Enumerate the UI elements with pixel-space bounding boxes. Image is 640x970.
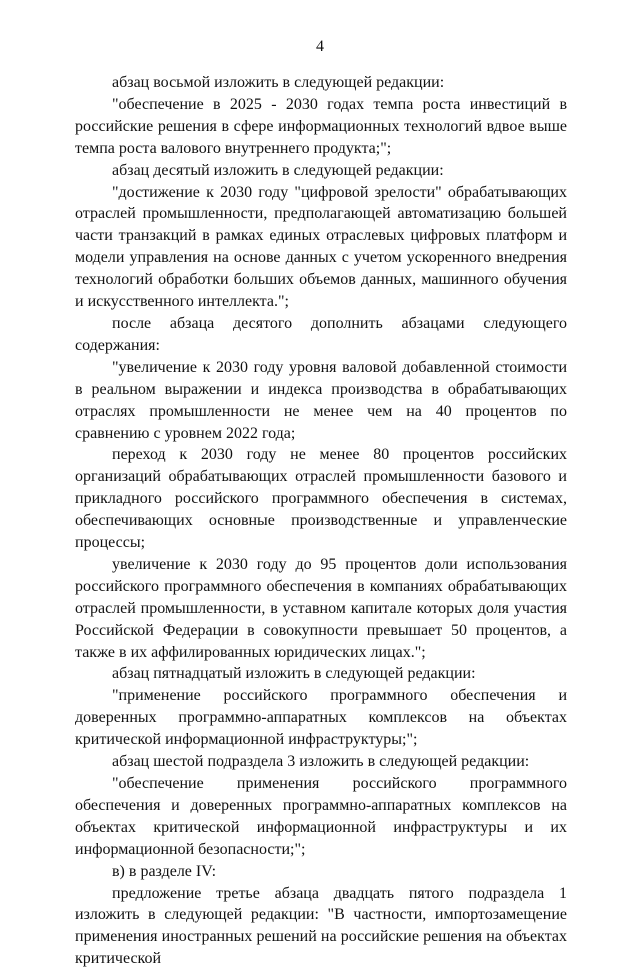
document-body [75, 72, 567, 970]
paragraph: "обеспечение применения российского программного обеспечения и доверенных программно-аппаратных комплексов на объектах критической информационной инфраструктуры и их информационной безопасности;"; [75, 775, 567, 858]
paragraph: абзац восьмой изложить в следующей редакции: [112, 74, 445, 91]
paragraph: "применение российского программного обеспечения и доверенных программно-аппаратных комплексов на объектах критической информационной инфраструктуры;"; [75, 687, 567, 749]
paragraph: после абзаца десятого дополнить абзацами следующего содержания: [75, 314, 567, 354]
paragraph: абзац пятнадцатый изложить в следующей редакции: [112, 665, 476, 683]
paragraph: увеличение к 2030 году до 95 процентов доли использования российского программного обеспечения в компаниях обрабатывающих отраслей промышленности, в уставном капитале которых доля участия Российской Федерации в совокупности превышает 50 процентов, а также в их аффилированных юридических лицах."; [75, 555, 567, 661]
paragraph: предложение третье абзаца двадцать пятого подраздела 1 изложить в следующей редакции: "В частности, импортозамещение применения иностранных решений на российские решения на объектах критической [75, 884, 567, 968]
paragraph: переход к 2030 году не менее 80 процентов российских организаций обрабатывающих отраслей промышленности базового и прикладного российского программного обеспечения в системах, обеспечивающих основные производственные и управленческие процессы; [75, 446, 567, 552]
paragraph: "увеличение к 2030 году уровня валовой добавленной стоимости в реальном выражении и индекса производства в обрабатывающих отраслях промышленности не менее чем на 40 процентов по сравнению с уровнем 2022 года; [75, 358, 567, 442]
paragraph: абзац шестой подраздела 3 изложить в следующей редакции: [112, 753, 530, 771]
paragraph: "достижение к 2030 году "цифровой зрелости" обрабатывающих отраслей промышленности, предполагающей автоматизацию большей части транзакций в рамках единых отраслевых цифровых платформ и модели управления на основе данных с учетом ускоренного внедрения технологий обработки больших объемов данных, машинного обучения и искусственного интеллекта."; [75, 183, 567, 311]
paragraph: "обеспечение в 2025 - 2030 годах темпа роста инвестиций в российские решения в сфере информационных технологий вдвое выше темпа роста валового внутреннего продукта;"; [75, 95, 567, 157]
page-number: 4 [316, 38, 324, 55]
paragraph: абзац десятый изложить в следующей редакции: [112, 161, 444, 179]
paragraph: в) в разделе IV: [112, 862, 217, 880]
